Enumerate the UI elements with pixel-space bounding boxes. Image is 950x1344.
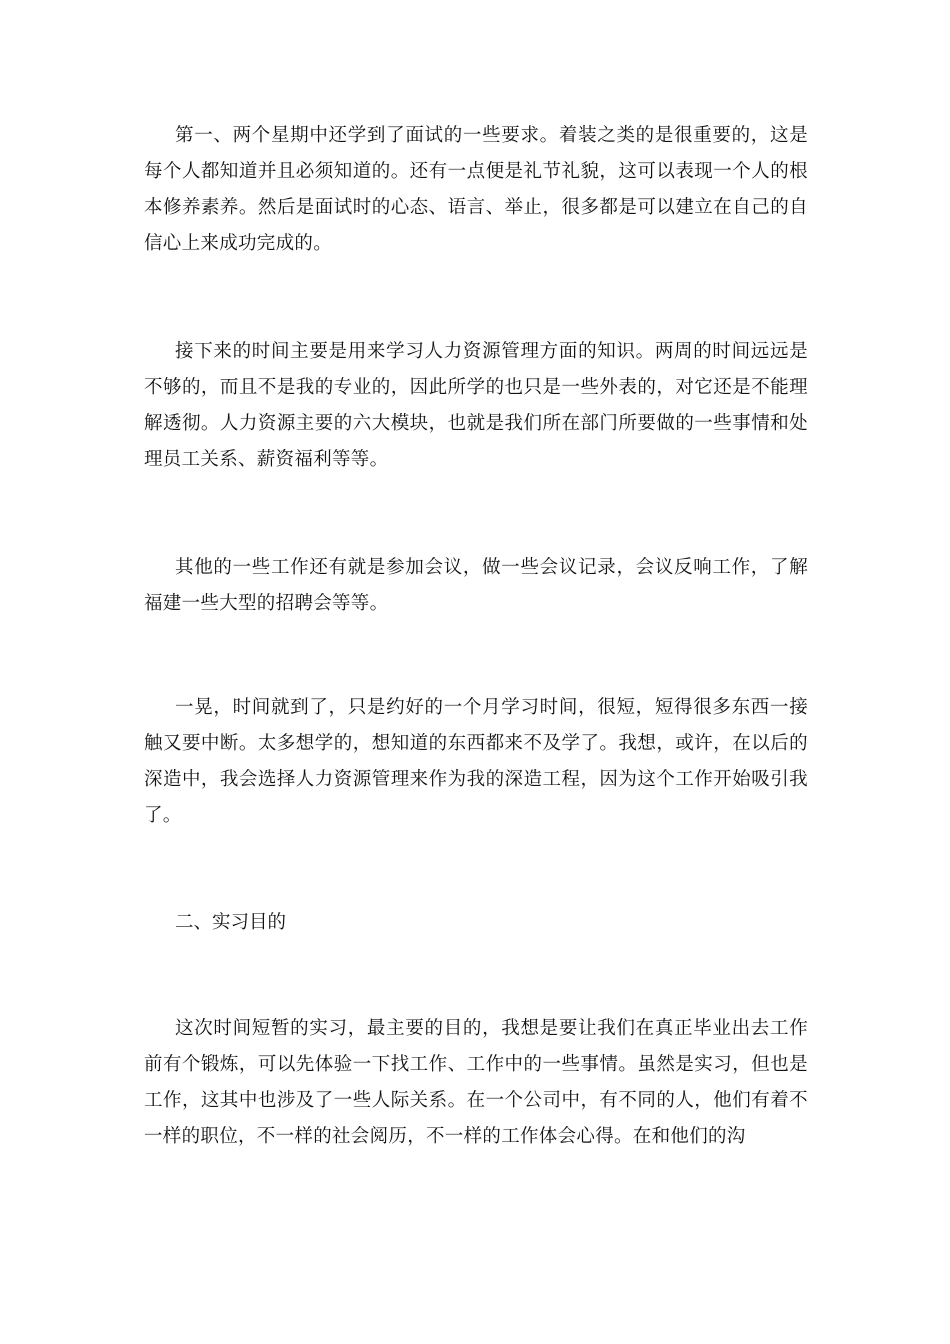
paragraph-hr-learning: 接下来的时间主要是用来学习人力资源管理方面的知识。两周的时间远远是不够的，而且不是我的专业的，因此所学的也只是一些外表的，对它还是不能理解透彻。人力资源主要的六大模块，也就是我们所在部门所要做的一些事情和处理员工关系、薪资福利等等。 bbox=[144, 341, 808, 470]
paragraph-internship-purpose: 这次时间短暂的实习，最主要的目的，我想是要让我们在真正毕业出去工作前有个锻炼，可以先体验一下找工作、工作中的一些事情。虽然是实习，但也是工作，这其中也涉及了一些人际关系。在一个公司中，有不同的人，他们有着不一样的职位，不一样的社会阅历，不一样的工作体会心得。在和他们的沟 bbox=[144, 1018, 808, 1147]
paragraph-interview-requirements: 第一、两个星期中还学到了面试的一些要求。着装之类的是很重要的，这是每个人都知道并且必须知道的。还有一点便是礼节礼貌，这可以表现一个人的根本修养素养。然后是面试时的心态、语言、举止，很多都是可以建立在自己的自信心上来成功完成的。 bbox=[144, 125, 808, 254]
paragraph-other-work: 其他的一些工作还有就是参加会议，做一些会议记录，会议反响工作，了解福建一些大型的招聘会等等。 bbox=[144, 557, 808, 614]
section-heading-internship-purpose: 二、实习目的 bbox=[175, 912, 287, 933]
paragraph-time-passed: 一晃，时间就到了，只是约好的一个月学习时间，很短，短得很多东西一接触又要中断。太多想学的，想知道的东西都来不及学了。我想，或许，在以后的深造中，我会选择人力资源管理来作为我的深造工程，因为这个工作开始吸引我了。 bbox=[144, 697, 808, 826]
